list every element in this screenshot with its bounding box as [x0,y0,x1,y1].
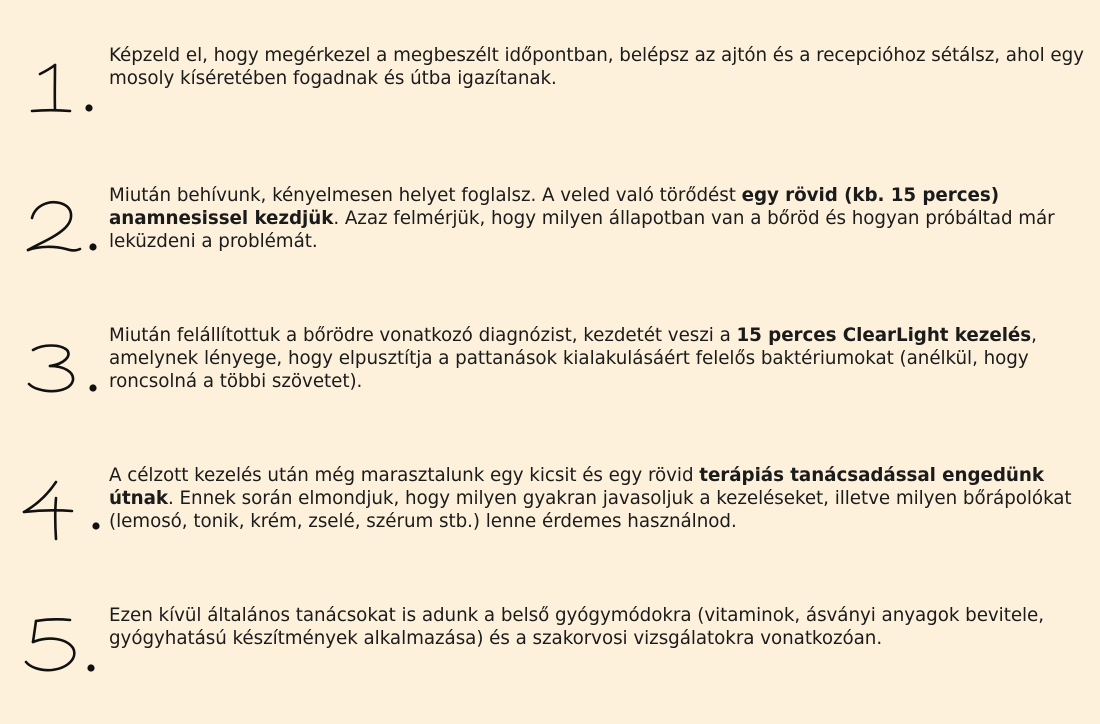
step-3-bold-part: 15 perces ClearLight kezelés [736,325,1032,346]
step-3-text-part: Miután felállítottuk a bőrödre vonatkozó diagnózist, kezdetét veszi a [109,325,737,346]
step-3 [0,324,1100,444]
step-3-text-part: , amelynek lényege, hogy elpusztítja a pattanások kialakulásáért felelős baktériumokat (anélkül, hogy roncsolná a többi szövetet). [109,325,1037,392]
handwritten-numeral-5 [18,604,108,686]
step-number-5 [18,604,108,686]
step-5-text-part: Ezen kívül általános tanácsokat is adunk a belső gyógymódokra (vitaminok, ásványi anyagok bevitele, gyógyhatású készítmények alkalmazása) és a szakorvosi vizsgálatokra vonatkozóan. [109,605,1045,649]
step-2-text-part: Miután behívunk, kényelmesen helyet foglalsz. A veled való törődést [109,185,742,206]
step-4 [0,464,1100,584]
step-4-text-part: . Ennek során elmondjuk, hogy milyen gyakran javasoljuk a kezeléseket, illetve milyen bőrápolókat (lemosó, tonik, krém, zselé, szérum stb.) lenne érdemes használnod. [109,488,1072,532]
step-text-5 [109,604,1089,650]
handwritten-numeral-3 [18,324,108,406]
step-1 [0,44,1100,164]
step-number-3 [18,324,108,406]
handwritten-numeral-1 [18,44,108,126]
step-4-text-part: A célzott kezelés után még marasztalunk egy kicsit és egy rövid [109,465,700,486]
step-1-text-part: Képzeld el, hogy megérkezel a megbeszélt időpontban, belépsz az ajtón és a recepcióhoz sétálsz, ahol egy mosoly kíséretében fogadnak és útba igazítanak. [109,45,1084,89]
step-5 [0,604,1100,724]
handwritten-numeral-4 [18,464,108,546]
step-text-2 [109,184,1089,253]
step-text-3 [109,324,1089,393]
step-4-bold-part: terápiás tanácsadással engedünk útnak [109,465,1044,509]
step-number-1 [18,44,108,126]
step-number-4 [18,464,108,546]
step-text-4 [109,464,1089,533]
step-2-bold-part: egy rövid (kb. 15 perces) anamnesissel kezdjük [109,185,1000,229]
step-number-2 [18,184,108,266]
step-2-text-part: . Azaz felmérjük, hogy milyen állapotban van a bőröd és hogyan próbáltad már leküzdeni a problémát. [109,208,1055,252]
handwritten-numeral-2 [18,184,108,266]
step-2 [0,184,1100,304]
step-text-1 [109,44,1089,90]
